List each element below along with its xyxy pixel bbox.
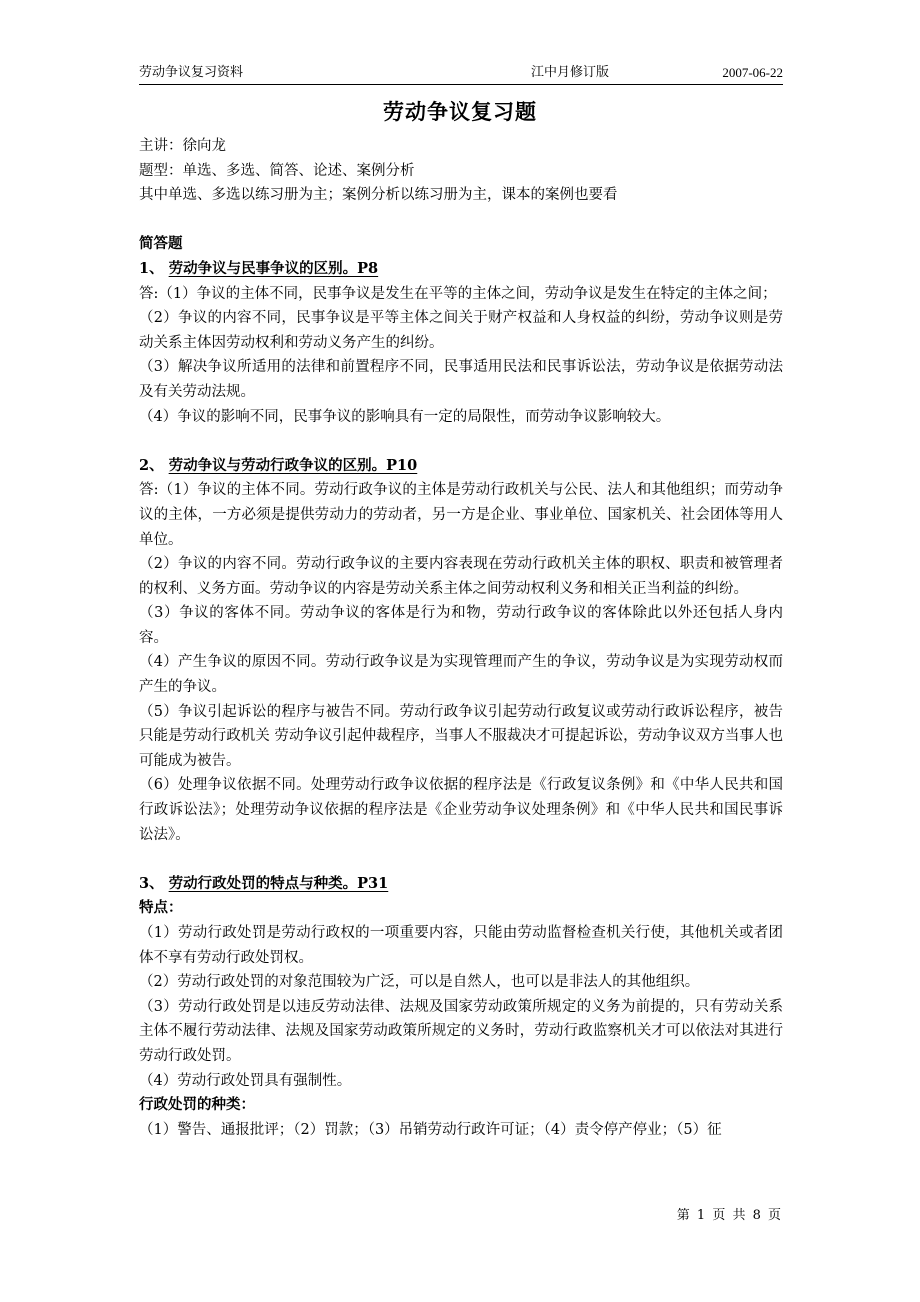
q3-feature-1: （1）劳动行政处罚是劳动行政权的一项重要内容，只能由劳动监督检查机关行使，其他机关或者团体不享有劳动行政处罚权。 [139,925,783,966]
q2-answer-6: （6）处理争议依据不同。处理劳动行政争议依据的程序法是《行政复议条例》和《中华人民共和国行政诉讼法》；处理劳动争议依据的程序法是《企业劳动争议处理条例》和《中华人民共和国民事诉讼法》。 [139,777,783,843]
question-1-heading [139,257,783,282]
question-3-number: 3、 [139,874,164,892]
intro-lecturer: 主讲：徐向龙 [139,138,226,154]
q2-answer-4: （4）产生争议的原因不同。劳动行政争议是为实现管理而产生的争议，劳动争议是为实现劳动权而产生的争议。 [139,654,783,696]
features-label: 特点： [139,899,183,917]
spacer [139,208,783,233]
q3-types-text: （1）警告、通报批评；（2）罚款；（3）吊销劳动行政许可证；（4）责令停产停业；（5）征 [139,1121,722,1138]
q1-answer-4: （4）争议的影响不同，民事争议的影响具有一定的局限性，而劳动争议影响较大。 [139,408,671,425]
header-center-text: 江中月修订版 [531,65,610,80]
question-2-title: 劳动争议与劳动行政争议的区别。P10 [168,456,418,474]
spacer [139,429,783,454]
question-3-heading [139,872,783,897]
q1-answer-2: （2）争议的内容不同，民事争议是平等主体之间关于财产权益和人身权益的纠纷，劳动争议则是劳动关系主体因劳动权利和劳动义务产生的纠纷。 [139,310,783,351]
q1-answer-3: （3）解决争议所适用的法律和前置程序不同，民事适用民法和民事诉讼法，劳动争议是依据劳动法及有关劳动法规。 [139,359,783,400]
q3-feature-2: （2）劳动行政处罚的对象范围较为广泛，可以是自然人，也可以是非法人的其他组织。 [139,974,700,991]
spacer [139,847,783,872]
document-title: 劳动争议复习题 [383,99,537,124]
question-1-number: 1、 [139,259,164,277]
header-left-text: 劳动争议复习资料 [139,65,244,80]
intro-question-types: 题型：单选、多选、简答、论述、案例分析 [139,162,415,179]
q3-feature-3: （3）劳动行政处罚是以违反劳动法律、法规及国家劳动政策所规定的义务为前提的，只有劳动关系主体不履行劳动法律、法规及国家劳动政策所规定的义务时，劳动行政监察机关才可以依法对其进行劳动行政处罚。 [139,998,783,1064]
question-2-heading [139,454,783,479]
q2-answer-2: （2）争议的内容不同。劳动行政争议的主要内容表现在劳动行政机关主体的职权、职责和被管理者的权利、义务方面。劳动争议的内容是劳动关系主体之间劳动权利义务和相关正当利益的纠纷。 [139,556,783,597]
question-1-title: 劳动争议与民事争议的区别。P8 [168,259,379,277]
question-2-number: 2、 [139,456,164,474]
q1-answer-1: 答:（1）争议的主体不同，民事争议是发生在平等的主体之间，劳动争议是发生在特定的主体之间； [139,285,777,302]
q2-answer-1: 答:（1）争议的主体不同。劳动行政争议的主体是劳动行政机关与公民、法人和其他组织；而劳动争议的主体，一方必须是提供劳动力的劳动者，另一方是企业、事业单位、国家机关、社会团体等用人单位。 [139,482,783,548]
page-header [139,62,783,85]
document-body [139,134,783,1142]
intro-note: 其中单选、多选以练习册为主；案例分析以练习册为主，课本的案例也要看 [139,187,618,204]
header-date: 2007-06-22 [722,65,783,80]
question-3-title: 劳动行政处罚的特点与种类。P31 [168,874,389,892]
page-footer: 第 1 页 共 8 页 [676,1208,781,1223]
q2-answer-5: （5）争议引起诉讼的程序与被告不同。劳动行政争议引起劳动行政复议或劳动行政诉讼程序，被告只能是劳动行政机关 劳动争议引起仲裁程序，当事人不服裁决才可提起诉讼，劳动争议双方当事人也可能成为被告。 [139,703,783,769]
q2-answer-3: （3）争议的客体不同。劳动争议的客体是行为和物，劳动行政争议的客体除此以外还包括人身内容。 [139,605,783,646]
q3-feature-4: （4）劳动行政处罚具有强制性。 [139,1072,352,1089]
section-heading: 简答题 [139,235,183,253]
types-label: 行政处罚的种类： [139,1096,255,1114]
